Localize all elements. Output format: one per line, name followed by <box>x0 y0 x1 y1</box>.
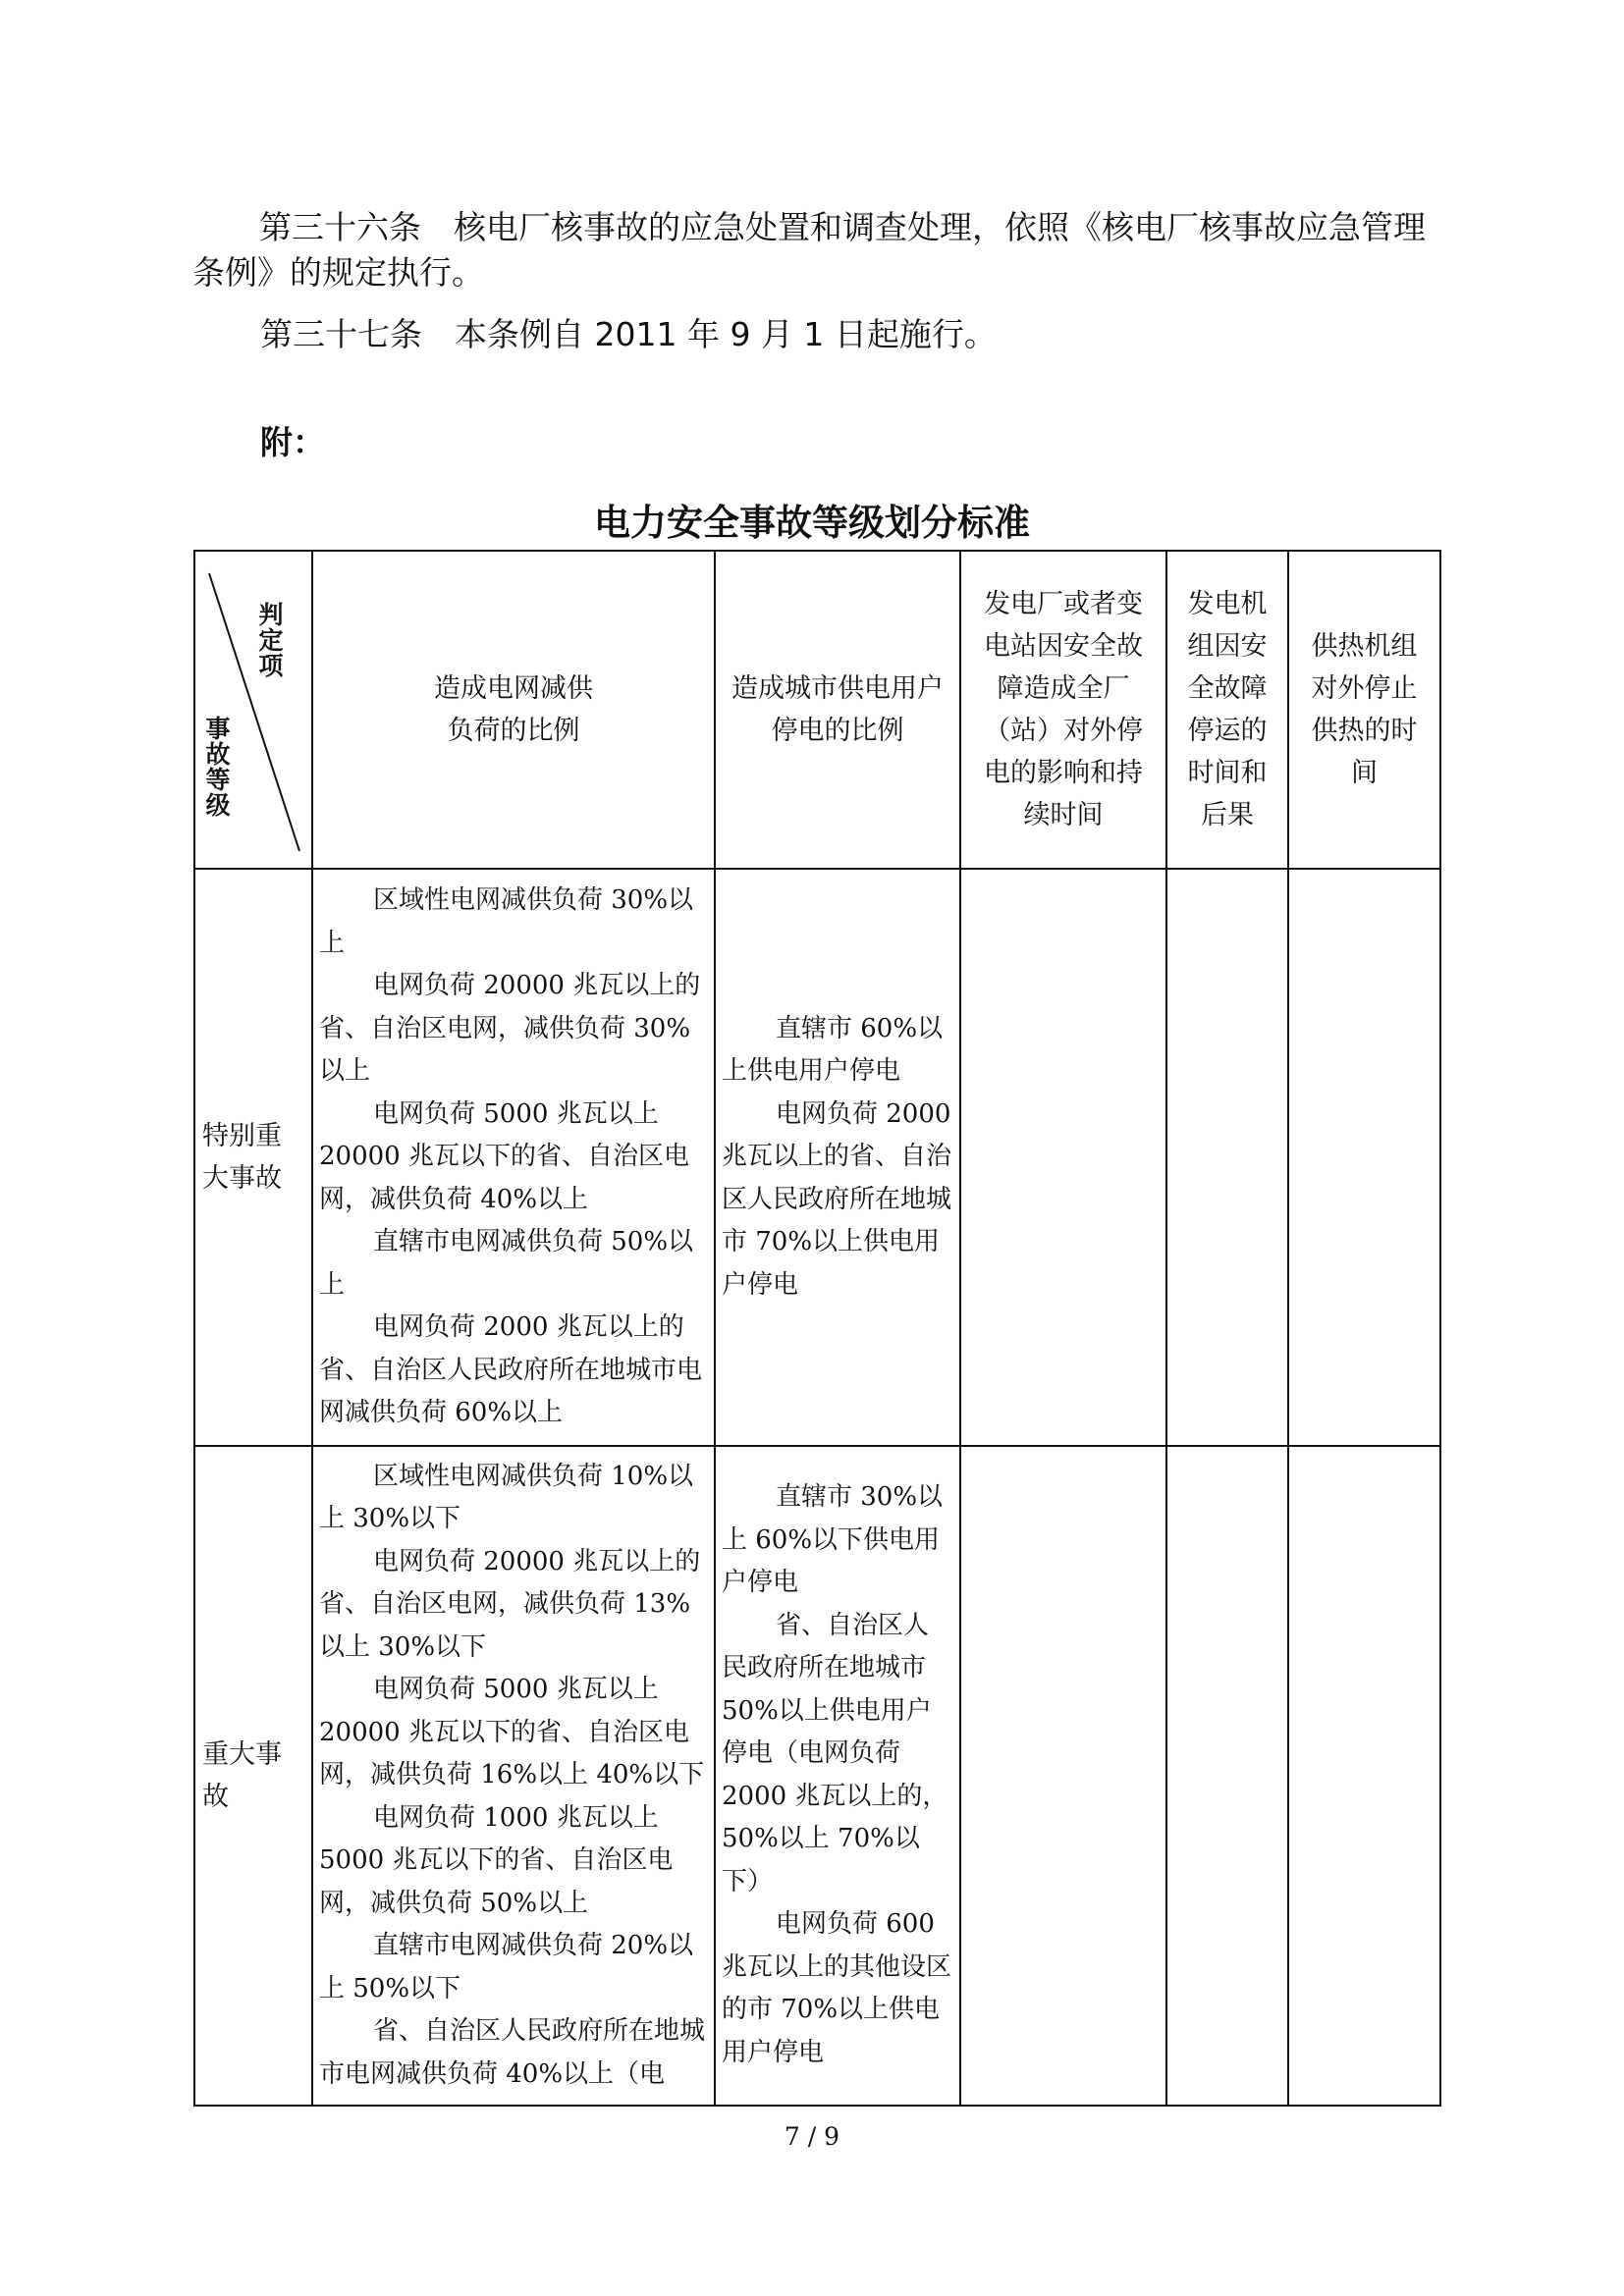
list-item: 电网负荷 2000 兆瓦以上的省、自治区人民政府所在地城市电网减供负荷 60%以上 <box>319 1312 703 1428</box>
list-item: 电网负荷 2000 兆瓦以上的省、自治区人民政府所在地城市 70%以上供电用户停电 <box>722 1098 952 1300</box>
grade-especially-major: 特别重大事故 <box>194 869 312 1446</box>
list-item: 电网负荷 5000 兆瓦以上 20000 兆瓦以下的省、自治区电网，减供负荷 16%以上 40%以下 <box>319 1675 705 1790</box>
header-plant-outage: 发电厂或者变电站因安全故障造成全厂（站）对外停电的影响和持续时间 <box>960 551 1166 869</box>
table-row <box>194 869 1440 1446</box>
grid-load-cell <box>312 869 715 1446</box>
city-outage-cell <box>715 1446 960 2106</box>
list-item: 区域性电网减供负荷 30%以上 <box>319 885 694 958</box>
list-item: 电网负荷 5000 兆瓦以上 20000 兆瓦以下的省、自治区电网，减供负荷 40%以上 <box>319 1098 689 1214</box>
empty-cell <box>960 869 1166 1446</box>
list-item: 省、自治区人民政府所在地城市电网减供负荷 40%以上（电 <box>319 2016 706 2089</box>
empty-cell <box>1166 869 1288 1446</box>
attachment-label: 附： <box>260 423 325 461</box>
article-37: 第三十七条 本条例自 2011 年 9 月 1 日起施行。 <box>260 315 997 353</box>
empty-cell <box>1288 869 1440 1446</box>
corner-label-judgement: 判定项 <box>258 601 284 680</box>
table-title: 电力安全事故等级划分标准 <box>594 502 1030 544</box>
table-row <box>194 1446 1440 2106</box>
empty-cell <box>1288 1446 1440 2106</box>
list-item: 电网负荷 20000 兆瓦以上的省、自治区电网，减供负荷 30%以上 <box>319 971 701 1087</box>
header-city-outage: 造成城市供电用户停电的比例 <box>715 551 960 869</box>
list-item: 电网负荷 1000 兆瓦以上 5000 兆瓦以下的省、自治区电网，减供负荷 50%以上 <box>319 1802 674 1918</box>
list-item: 直辖市 30%以上 60%以下供电用户停电 <box>722 1482 944 1597</box>
list-item: 电网负荷 20000 兆瓦以上的省、自治区电网，减供负荷 13%以上 30%以下 <box>319 1546 701 1662</box>
city-outage-cell <box>715 869 960 1446</box>
accident-grade-table <box>193 550 1441 2107</box>
list-item: 电网负荷 600 兆瓦以上的其他设区的市 70%以上供电用户停电 <box>722 1909 952 2067</box>
empty-cell <box>960 1446 1166 2106</box>
table-header-row <box>194 551 1440 869</box>
header-grid-load: 造成电网减供负荷的比例 <box>312 551 715 869</box>
list-item: 直辖市电网减供负荷 20%以上 50%以下 <box>319 1931 694 2003</box>
grade-major: 重大事故 <box>194 1446 312 2106</box>
list-item: 直辖市电网减供负荷 50%以上 <box>319 1227 694 1300</box>
header-heat-supply: 供热机组对外停止供热的时间 <box>1288 551 1440 869</box>
empty-cell <box>1166 1446 1288 2106</box>
list-item: 直辖市 60%以上供电用户停电 <box>722 1013 944 1087</box>
article-36: 第三十六条 核电厂核事故的应急处置和调查处理，依照《核电厂核事故应急管理条例》的规定执行。 <box>192 208 1426 292</box>
list-item: 区域性电网减供负荷 10%以上 30%以下 <box>319 1461 694 1534</box>
list-item: 省、自治区人民政府所在地城市 50%以上供电用户停电（电网负荷 2000 兆瓦以上的，50%以上 70%以下） <box>722 1610 948 1896</box>
diagonal-header-cell <box>194 551 312 869</box>
page-number: 7 / 9 <box>784 2122 840 2151</box>
grid-load-cell <box>312 1446 715 2106</box>
corner-label-grade: 事故等级 <box>205 715 231 820</box>
header-unit-outage: 发电机组因安全故障停运的时间和后果 <box>1166 551 1288 869</box>
diagonal-line <box>195 552 313 868</box>
